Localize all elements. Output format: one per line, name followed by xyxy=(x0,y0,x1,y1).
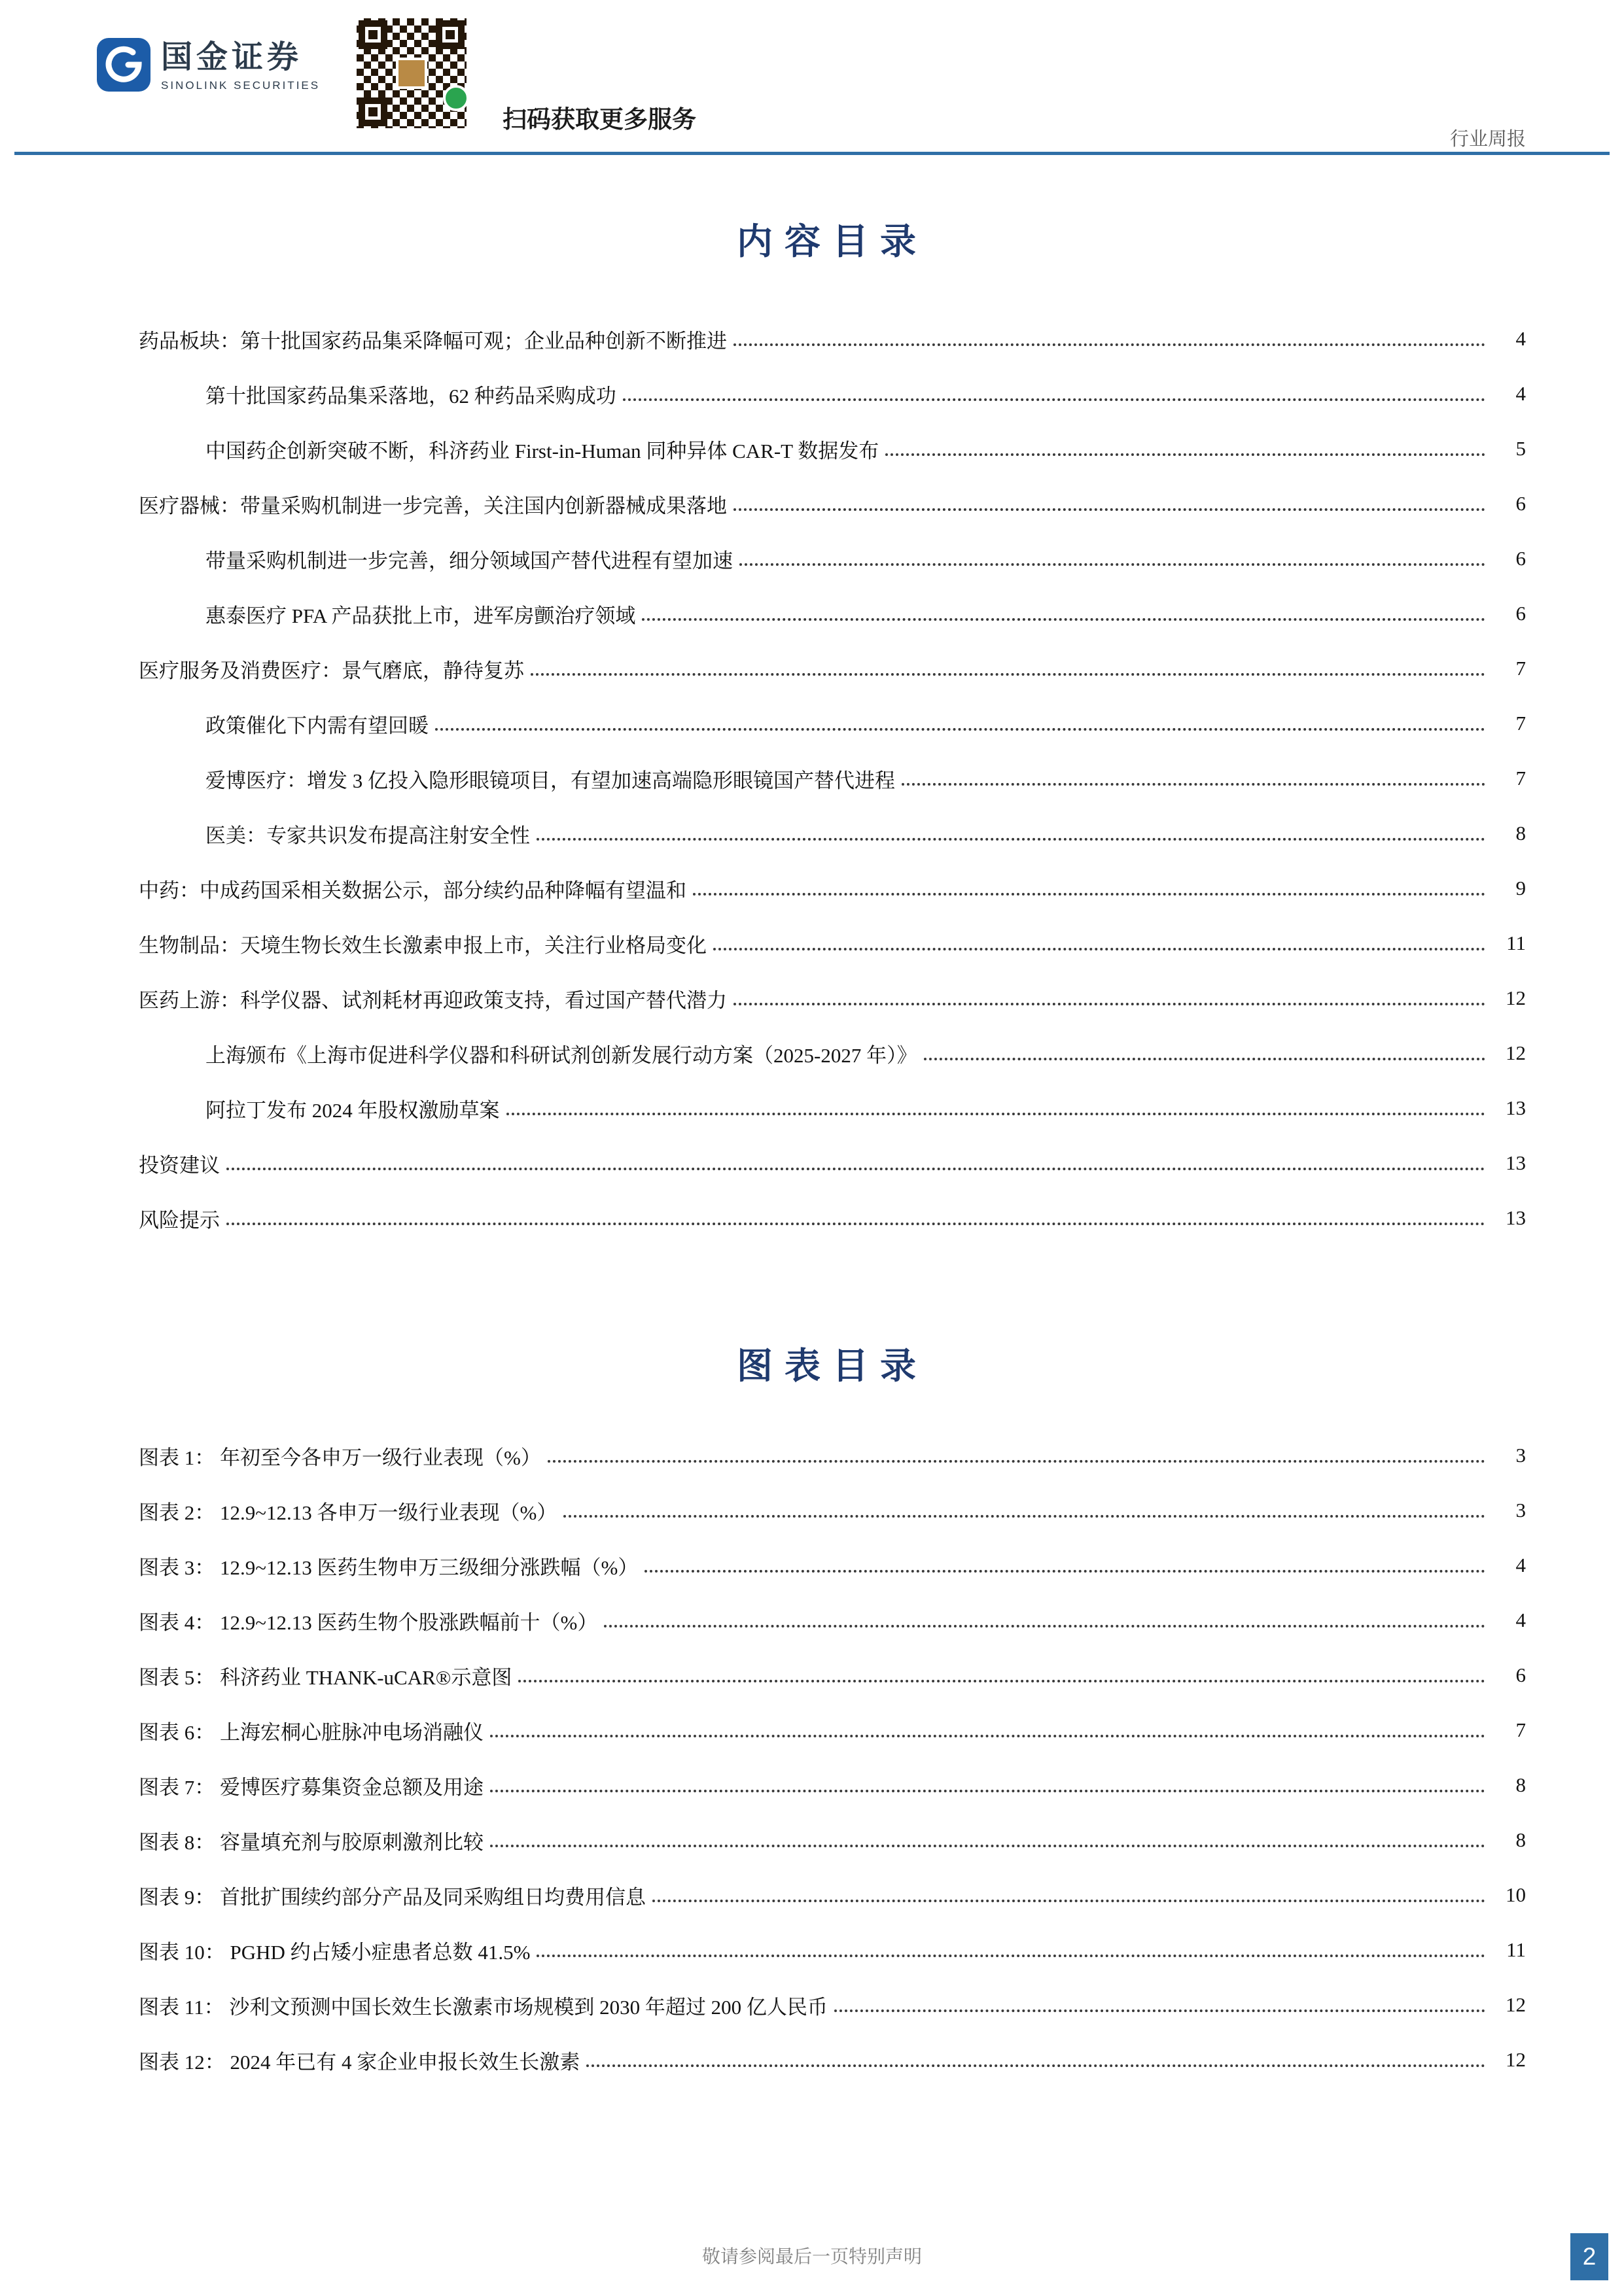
figure-entry[interactable] xyxy=(139,1977,1526,2032)
entry-page: 6 xyxy=(1515,492,1526,515)
figure-entry[interactable] xyxy=(139,1868,1526,1922)
toc-entry[interactable] xyxy=(139,1136,1526,1191)
dot-leader xyxy=(490,1790,1485,1792)
entry-page: 4 xyxy=(1515,1609,1526,1631)
toc-entry[interactable] xyxy=(139,1026,1526,1081)
qr-badge-icon xyxy=(443,85,469,111)
entry-page: 5 xyxy=(1515,437,1526,460)
dot-leader xyxy=(531,673,1485,676)
entry-page: 9 xyxy=(1515,877,1526,899)
entry-label: 中国药企创新突破不断，科济药业 First-in-Human 同种异体 CAR-T 数据发布 xyxy=(205,439,879,462)
figure-entry[interactable] xyxy=(139,1538,1526,1593)
entry-page: 3 xyxy=(1515,1499,1526,1522)
dot-leader xyxy=(713,948,1485,950)
logo-title: 国金证券 xyxy=(161,40,303,75)
dot-leader xyxy=(537,838,1485,841)
entry-page: 12 xyxy=(1506,986,1526,1009)
qr-finder-icon xyxy=(359,20,387,49)
figure-entry[interactable] xyxy=(139,1428,1526,1483)
entry-label: 政策催化下内需有望回暖 xyxy=(205,714,429,737)
entry-page: 4 xyxy=(1515,1554,1526,1576)
entry-label: 医疗器械：带量采购机制进一步完善，关注国内创新器械成果落地 xyxy=(139,494,727,517)
dot-leader xyxy=(563,1515,1485,1518)
header-divider xyxy=(14,152,1610,155)
entry-label: 医疗服务及消费医疗：景气磨底，静待复苏 xyxy=(139,659,524,682)
entry-label: 图表 10： PGHD 约占矮小症患者总数 41.5% xyxy=(139,1940,531,1964)
toc-entry[interactable] xyxy=(139,751,1526,806)
entry-page: 6 xyxy=(1515,1663,1526,1686)
entry-page: 4 xyxy=(1515,327,1526,350)
toc-entry[interactable] xyxy=(139,1081,1526,1136)
figure-entry[interactable] xyxy=(139,1703,1526,1758)
entry-label: 医美：专家共识发布提高注射安全性 xyxy=(205,824,530,847)
footer-disclaimer: 敬请参阅最后一页特别声明 xyxy=(701,2247,922,2267)
toc-entry[interactable] xyxy=(139,971,1526,1026)
dot-leader xyxy=(586,2064,1485,2067)
dot-leader xyxy=(537,1955,1485,1957)
entry-label: 上海颁布《上海市促进科学仪器和科研试剂创新发展行动方案（2025-2027 年）》 xyxy=(205,1043,917,1067)
dot-leader xyxy=(733,343,1485,346)
entry-label: 带量采购机制进一步完善，细分领域国产替代进程有望加速 xyxy=(205,549,733,572)
entry-page: 10 xyxy=(1506,1883,1526,1906)
entry-page: 7 xyxy=(1515,657,1526,680)
qr-finder-icon xyxy=(359,97,387,126)
entry-label: 风险提示 xyxy=(139,1208,220,1232)
entry-label: 图表 7： 爱博医疗募集资金总额及用途 xyxy=(139,1775,484,1799)
dot-leader xyxy=(226,1223,1485,1225)
qr-caption: 扫码获取更多服务 xyxy=(503,107,696,133)
entry-label: 图表 11： 沙利文预测中国长效生长激素市场规模到 2030 年超过 200 亿人民币 xyxy=(139,1995,828,2019)
entry-page: 13 xyxy=(1506,1096,1526,1119)
dot-leader xyxy=(435,728,1485,731)
dot-leader xyxy=(733,1003,1485,1005)
entry-page: 12 xyxy=(1506,1041,1526,1064)
toc-entry[interactable] xyxy=(139,366,1526,421)
dot-leader xyxy=(693,893,1485,896)
dot-leader xyxy=(902,783,1485,786)
qr-code xyxy=(357,18,467,128)
toc-title: 内容目录 xyxy=(736,222,928,262)
entry-page: 3 xyxy=(1515,1444,1526,1467)
page-content xyxy=(139,213,1526,2087)
toc-entry[interactable] xyxy=(139,696,1526,751)
dot-leader xyxy=(652,1900,1485,1902)
toc-entry[interactable] xyxy=(139,641,1526,696)
toc-entry[interactable] xyxy=(139,806,1526,861)
entry-page: 6 xyxy=(1515,602,1526,625)
entry-label: 生物制品：天境生物长效生长激素申报上市，关注行业格局变化 xyxy=(139,933,707,957)
figure-entry[interactable] xyxy=(139,2032,1526,2087)
dot-leader xyxy=(733,508,1485,511)
dot-leader xyxy=(548,1460,1485,1463)
entry-label: 图表 6： 上海宏桐心脏脉冲电场消融仪 xyxy=(139,1720,484,1744)
entry-label: 图表 4： 12.9~12.13 医药生物个股涨跌幅前十（%） xyxy=(139,1610,598,1634)
dot-leader xyxy=(924,1058,1485,1060)
logo-mark-icon xyxy=(97,38,150,95)
entry-label: 图表 2： 12.9~12.13 各申万一级行业表现（%） xyxy=(139,1501,557,1524)
entry-label: 惠泰医疗 PFA 产品获批上市，进军房颤治疗领域 xyxy=(205,604,636,627)
dot-leader xyxy=(490,1845,1485,1847)
toc-entry[interactable] xyxy=(139,861,1526,916)
toc-entry[interactable] xyxy=(139,916,1526,971)
entry-page: 4 xyxy=(1515,382,1526,405)
entry-page: 7 xyxy=(1515,767,1526,790)
toc-entry[interactable] xyxy=(139,1191,1526,1245)
figure-entry[interactable] xyxy=(139,1648,1526,1703)
entry-label: 第十批国家药品集采落地，62 种药品采购成功 xyxy=(205,384,616,408)
dot-leader xyxy=(604,1625,1485,1627)
entry-label: 图表 9： 首批扩围续约部分产品及同采购组日均费用信息 xyxy=(139,1885,646,1909)
entry-page: 11 xyxy=(1506,931,1526,954)
entry-label: 图表 8： 容量填充剂与胶原刺激剂比较 xyxy=(139,1830,484,1854)
entry-label: 阿拉丁发布 2024 年股权激励草案 xyxy=(205,1098,500,1122)
entry-label: 图表 1： 年初至今各申万一级行业表现（%） xyxy=(139,1446,541,1469)
dot-leader xyxy=(834,2009,1485,2012)
dot-leader xyxy=(518,1680,1485,1682)
figure-entry[interactable] xyxy=(139,1483,1526,1538)
entry-page: 8 xyxy=(1515,1828,1526,1851)
dot-leader xyxy=(226,1168,1485,1170)
toc-list xyxy=(139,311,1526,1245)
entry-page: 8 xyxy=(1515,1773,1526,1796)
toc-entry[interactable] xyxy=(139,421,1526,476)
toc-entry[interactable] xyxy=(139,586,1526,641)
figure-entry[interactable] xyxy=(139,1758,1526,1813)
logo-subtitle: SINOLINK SECURITIES xyxy=(161,78,321,92)
entry-label: 图表 3： 12.9~12.13 医药生物申万三级细分涨跌幅（%） xyxy=(139,1556,639,1579)
figures-title: 图表目录 xyxy=(736,1346,928,1386)
page-number-badge: 2 xyxy=(1570,2233,1608,2280)
entry-page: 7 xyxy=(1515,1718,1526,1741)
entry-page: 7 xyxy=(1515,712,1526,735)
entry-page: 8 xyxy=(1515,822,1526,844)
toc-entry[interactable] xyxy=(139,476,1526,531)
figure-entry[interactable] xyxy=(139,1593,1526,1648)
figure-entry[interactable] xyxy=(139,1922,1526,1977)
toc-entry[interactable] xyxy=(139,311,1526,366)
qr-finder-icon xyxy=(436,20,465,49)
company-logo xyxy=(97,38,320,95)
report-type-label: 行业周报 xyxy=(1449,129,1526,150)
dot-leader xyxy=(623,398,1485,401)
entry-label: 爱博医疗：增发 3 亿投入隐形眼镜项目，有望加速高端隐形眼镜国产替代进程 xyxy=(205,769,895,792)
entry-label: 图表 5： 科济药业 THANK-uCAR®示意图 xyxy=(139,1665,512,1689)
entry-page: 12 xyxy=(1506,2048,1526,2071)
dot-leader xyxy=(506,1113,1486,1115)
entry-page: 13 xyxy=(1506,1206,1526,1229)
entry-label: 中药：中成药国采相关数据公示，部分续约品种降幅有望温和 xyxy=(139,878,686,902)
dot-leader xyxy=(885,453,1485,456)
dot-leader xyxy=(739,563,1485,566)
qr-center-logo xyxy=(396,58,427,89)
entry-label: 医药上游：科学仪器、试剂耗材再迎政策支持，看过国产替代潜力 xyxy=(139,988,727,1012)
entry-page: 13 xyxy=(1506,1151,1526,1174)
figure-list xyxy=(139,1428,1526,2087)
entry-page: 6 xyxy=(1515,547,1526,570)
dot-leader xyxy=(642,618,1485,621)
entry-label: 投资建议 xyxy=(139,1153,220,1177)
dot-leader xyxy=(490,1735,1485,1737)
toc-entry[interactable] xyxy=(139,531,1526,586)
entry-label: 图表 12： 2024 年已有 4 家企业申报长效生长激素 xyxy=(139,2050,580,2074)
figure-entry[interactable] xyxy=(139,1813,1526,1868)
entry-page: 11 xyxy=(1506,1938,1526,1961)
entry-label: 药品板块：第十批国家药品集采降幅可观；企业品种创新不断推进 xyxy=(139,329,727,353)
dot-leader xyxy=(644,1570,1485,1573)
entry-page: 12 xyxy=(1506,1993,1526,2016)
